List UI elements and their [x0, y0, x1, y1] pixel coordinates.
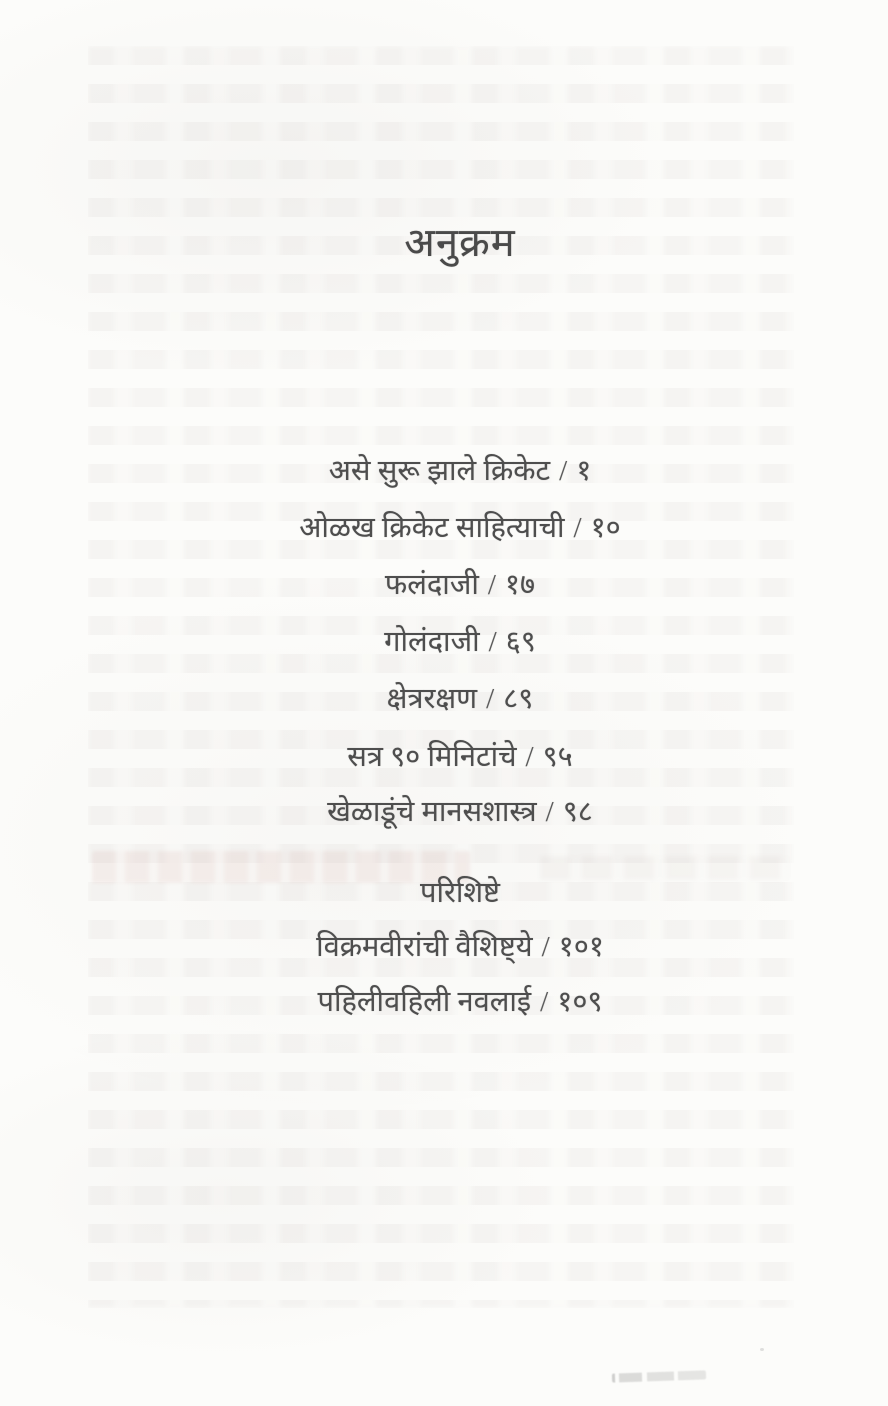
toc-separator: / [540, 986, 549, 1018]
toc-entry [0, 981, 888, 1020]
toc-separator: / [541, 931, 550, 963]
toc-separator: / [486, 683, 495, 715]
toc-entry [0, 564, 888, 603]
contents-title: अनुक्रम [404, 220, 516, 265]
toc-entry-page: ९५ [542, 741, 573, 773]
toc-entry-page: ६९ [505, 626, 536, 658]
toc-entry [0, 791, 888, 830]
toc-entry [0, 507, 888, 546]
toc-entry-label: खेळाडूंचे मानसशास्त्र [327, 796, 537, 828]
toc-entry-label: गोलंदाजी [384, 626, 480, 658]
toc-entry-page: १०१ [558, 931, 604, 963]
toc-entry-page: १ [576, 455, 592, 487]
toc-separator: / [559, 455, 568, 487]
toc-separator: / [488, 626, 497, 658]
toc-entry [0, 926, 888, 965]
toc-entry-label: फलंदाजी [384, 569, 479, 601]
toc-separator: / [545, 796, 554, 828]
toc-entry-label: असे सुरू झाले क्रिकेट [328, 455, 551, 487]
toc-entry-label: पहिलीवहिली नवलाई [317, 986, 532, 1018]
toc-entry [0, 678, 888, 717]
toc-entry [0, 736, 888, 775]
toc-entry-page: १७ [504, 569, 536, 601]
toc-entry-label: क्षेत्ररक्षण [386, 683, 478, 715]
pencil-smudge [612, 1370, 706, 1382]
toc-entry-page: १०९ [557, 986, 603, 1018]
toc-entry-label: विक्रमवीरांची वैशिष्ट्ये [316, 931, 533, 963]
toc-separator: / [525, 741, 534, 773]
toc-entry-page: ९८ [562, 796, 593, 828]
toc-entry [0, 450, 888, 489]
toc-entry-page: ८९ [503, 683, 534, 715]
toc-entry [0, 621, 888, 660]
paper-speck [760, 1348, 764, 1351]
appendix-section-header: परिशिष्टे [419, 877, 500, 909]
toc-entry-label: सत्र ९० मिनिटांचे [347, 741, 517, 773]
toc-entry-page: १० [590, 512, 621, 544]
toc-separator: / [573, 512, 582, 544]
toc-separator: / [487, 569, 496, 601]
toc-entry-label: ओळख क्रिकेट साहित्याची [299, 512, 565, 544]
